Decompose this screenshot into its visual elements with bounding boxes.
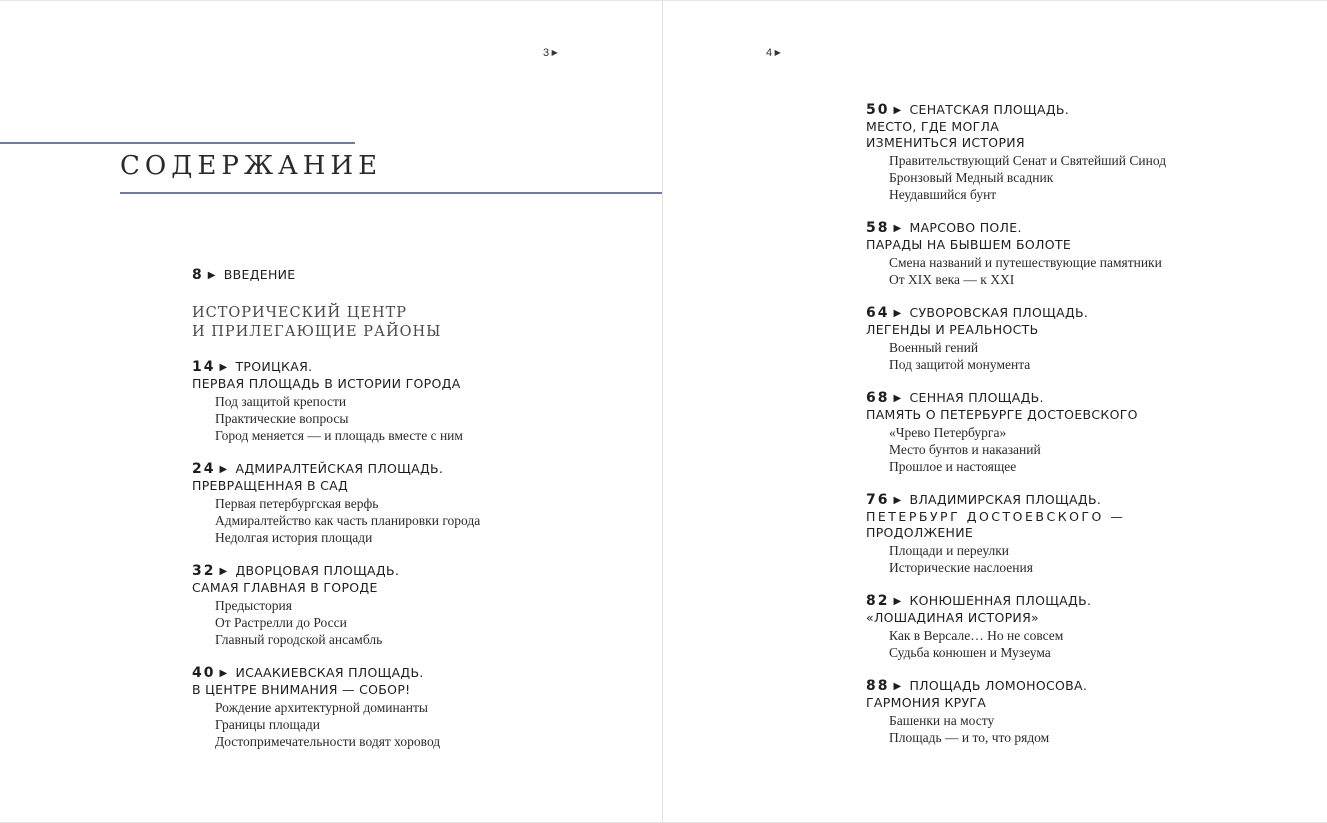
entry-page-number: 8 — [192, 267, 204, 283]
play-icon: ▶ — [893, 105, 902, 116]
entry-page-number: 68 — [866, 390, 890, 406]
entry-heading-continued — [192, 682, 632, 698]
play-icon: ▶ — [219, 464, 228, 475]
entry-subtopic: От XIX века — к XXI — [889, 272, 1015, 287]
entry-subtopic: Под защитой монумента — [889, 357, 1031, 372]
entry-heading-continued — [192, 478, 632, 494]
entry-heading-continued — [866, 695, 1306, 711]
toc-entry[interactable] — [192, 359, 632, 444]
entry-title: ПРЕВРАЩЕННАЯ В САД — [192, 478, 349, 493]
entry-heading — [866, 220, 1306, 237]
section-heading: ИСТОРИЧЕСКИЙ ЦЕНТР И ПРИЛЕГАЮЩИЕ РАЙОНЫ — [192, 305, 442, 340]
entry-page-number: 64 — [866, 305, 890, 321]
toc-entry[interactable] — [866, 678, 1306, 746]
entry-subtopic: Правительствующий Сенат и Святейший Синод — [889, 153, 1167, 168]
entry-page-number: 58 — [866, 220, 890, 236]
entry-title: МАРСОВО ПОЛЕ. — [909, 220, 1022, 235]
entry-title: ВВЕДЕНИЕ — [223, 267, 296, 282]
entry-subtopic: Недолгая история площади — [215, 530, 373, 545]
toc-entry[interactable] — [866, 390, 1306, 475]
toc-entry[interactable] — [192, 665, 632, 750]
page-number-right: 4 ▶ — [766, 47, 782, 59]
play-icon: ▶ — [219, 668, 228, 679]
title-rule-bottom — [120, 192, 662, 194]
entry-title: ВЛАДИМИРСКАЯ ПЛОЩАДЬ. — [909, 492, 1102, 507]
entry-heading-continued — [866, 135, 1306, 151]
entry-page-number: 88 — [866, 678, 890, 694]
entry-subtopic: Смена названий и путешествующие памятники — [889, 255, 1162, 270]
entry-title: ПЛОЩАДЬ ЛОМОНОСОВА. — [909, 678, 1088, 693]
entry-subtopics — [192, 393, 632, 444]
play-icon: ▶ — [893, 596, 902, 607]
entry-heading — [192, 359, 632, 376]
entry-subtopic: Судьба конюшен и Музеума — [889, 645, 1051, 660]
entry-subtopic: Главный городской ансамбль — [215, 632, 383, 647]
entry-heading — [866, 102, 1306, 119]
entry-title: ПАРАДЫ НА БЫВШЕМ БОЛОТЕ — [866, 237, 1072, 252]
entry-subtopic: Бронзовый Медный всадник — [889, 170, 1054, 185]
entry-title: ПЕТЕРБУРГ ДОСТОЕВСКОГО — — [866, 509, 1126, 524]
toc-right-column — [866, 102, 1306, 763]
entry-heading — [866, 390, 1306, 407]
toc-left-column — [192, 267, 632, 767]
entry-heading-continued — [866, 509, 1306, 525]
entry-title: СЕННАЯ ПЛОЩАДЬ. — [909, 390, 1044, 405]
entry-heading-continued — [866, 610, 1306, 626]
entry-subtopics — [866, 424, 1306, 475]
entry-heading — [192, 665, 632, 682]
entry-subtopic: Место бунтов и наказаний — [889, 442, 1041, 457]
entry-heading-continued — [866, 407, 1306, 423]
entry-title: СЕНАТСКАЯ ПЛОЩАДЬ. — [909, 102, 1070, 117]
entry-page-number: 82 — [866, 593, 890, 609]
toc-entry[interactable] — [866, 492, 1306, 576]
entry-subtopics — [192, 699, 632, 750]
toc-entry[interactable] — [866, 593, 1306, 661]
entry-heading-continued — [866, 322, 1306, 338]
entry-page-number: 76 — [866, 492, 890, 508]
entry-heading-continued — [866, 119, 1306, 135]
entry-subtopic: Площадь — и то, что рядом — [889, 730, 1050, 745]
entry-subtopics — [192, 597, 632, 648]
entry-subtopics — [866, 542, 1306, 576]
entry-title: ИСААКИЕВСКАЯ ПЛОЩАДЬ. — [235, 665, 424, 680]
entry-subtopics — [866, 712, 1306, 746]
entry-subtopic: Адмиралтейство как часть планировки города — [215, 513, 481, 528]
entry-heading — [866, 593, 1306, 610]
entry-title: ГАРМОНИЯ КРУГА — [866, 695, 987, 710]
entry-subtopics — [866, 627, 1306, 661]
entry-subtopic: Первая петербургская верфь — [215, 496, 379, 511]
entry-subtopic: Башенки на мосту — [889, 713, 995, 728]
toc-entry[interactable] — [866, 305, 1306, 373]
entry-page-number: 32 — [192, 563, 216, 579]
toc-entry-intro[interactable] — [192, 267, 632, 284]
entry-subtopic: Границы площади — [215, 717, 321, 732]
play-icon: ▶ — [893, 495, 902, 506]
entry-subtopics — [866, 254, 1306, 288]
entry-title: ПАМЯТЬ О ПЕТЕРБУРГЕ ДОСТОЕВСКОГО — [866, 407, 1138, 422]
entry-subtopic: Военный гений — [889, 340, 979, 355]
entry-subtopics — [192, 495, 632, 546]
entry-subtopics — [866, 339, 1306, 373]
entry-heading-continued — [866, 237, 1306, 253]
entry-subtopic: От Растрелли до Росси — [215, 615, 347, 630]
entry-page-number: 40 — [192, 665, 216, 681]
entry-title: ЛЕГЕНДЫ И РЕАЛЬНОСТЬ — [866, 322, 1039, 337]
entry-heading-continued — [866, 525, 1306, 541]
page-number-left: 3 ▶ — [543, 47, 559, 59]
book-gutter — [662, 1, 663, 823]
entry-subtopic: Практические вопросы — [215, 411, 349, 426]
play-icon: ▶ — [219, 566, 228, 577]
entry-heading — [866, 305, 1306, 322]
entry-subtopic: Достопримечательности водят хоровод — [215, 734, 441, 749]
entry-subtopic: Под защитой крепости — [215, 394, 347, 409]
entry-title: АДМИРАЛТЕЙСКАЯ ПЛОЩАДЬ. — [235, 461, 444, 476]
entry-title: КОНЮШЕННАЯ ПЛОЩАДЬ. — [909, 593, 1092, 608]
toc-entry[interactable] — [866, 102, 1306, 203]
play-icon: ▶ — [893, 393, 902, 404]
toc-entry[interactable] — [192, 461, 632, 546]
entry-page-number: 50 — [866, 102, 890, 118]
entry-page-number: 24 — [192, 461, 216, 477]
play-icon: ▶ — [207, 270, 216, 281]
entry-subtopic: Неудавшийся бунт — [889, 187, 997, 202]
entry-title: ПРОДОЛЖЕНИЕ — [866, 525, 974, 540]
entry-subtopic: Город меняется — и площадь вместе с ним — [215, 428, 463, 443]
entry-subtopic: Площади и переулки — [889, 543, 1009, 558]
entry-title: ИЗМЕНИТЬСЯ ИСТОРИЯ — [866, 135, 1025, 150]
entry-subtopic: Исторические наслоения — [889, 560, 1033, 575]
entry-heading-continued — [192, 580, 632, 596]
entry-title: «ЛОШАДИНАЯ ИСТОРИЯ» — [866, 610, 1040, 625]
entry-heading — [192, 267, 632, 284]
entry-title: САМАЯ ГЛАВНАЯ В ГОРОДЕ — [192, 580, 378, 595]
entry-subtopic: Прошлое и настоящее — [889, 459, 1017, 474]
entry-title: В ЦЕНТРЕ ВНИМАНИЯ — СОБОР! — [192, 682, 411, 697]
play-icon: ▶ — [219, 362, 228, 373]
entry-subtopic: «Чрево Петербурга» — [889, 425, 1007, 440]
toc-entry[interactable] — [866, 220, 1306, 288]
entry-title: СУВОРОВСКАЯ ПЛОЩАДЬ. — [909, 305, 1089, 320]
entry-title: ПЕРВАЯ ПЛОЩАДЬ В ИСТОРИИ ГОРОДА — [192, 376, 461, 391]
entry-heading — [192, 461, 632, 478]
title-rule-top — [0, 142, 355, 144]
play-icon: ▶ — [893, 308, 902, 319]
entry-title: МЕСТО, ГДЕ МОГЛА — [866, 119, 1000, 134]
entry-heading-continued — [192, 376, 632, 392]
entry-heading — [192, 563, 632, 580]
toc-entry[interactable] — [192, 563, 632, 648]
entry-heading — [866, 678, 1306, 695]
entry-subtopic: Предыстория — [215, 598, 292, 613]
entry-subtopic: Рождение архитектурной доминанты — [215, 700, 428, 715]
entry-heading — [866, 492, 1306, 509]
toc-title: СОДЕРЖАНИЕ — [120, 151, 383, 181]
play-icon: ▶ — [893, 223, 902, 234]
entry-page-number: 14 — [192, 359, 216, 375]
entry-title: ТРОИЦКАЯ. — [235, 359, 313, 374]
entry-subtopic: Как в Версале… Но не совсем — [889, 628, 1064, 643]
entry-title: ДВОРЦОВАЯ ПЛОЩАДЬ. — [235, 563, 400, 578]
play-icon: ▶ — [893, 681, 902, 692]
entry-subtopics — [866, 152, 1306, 203]
